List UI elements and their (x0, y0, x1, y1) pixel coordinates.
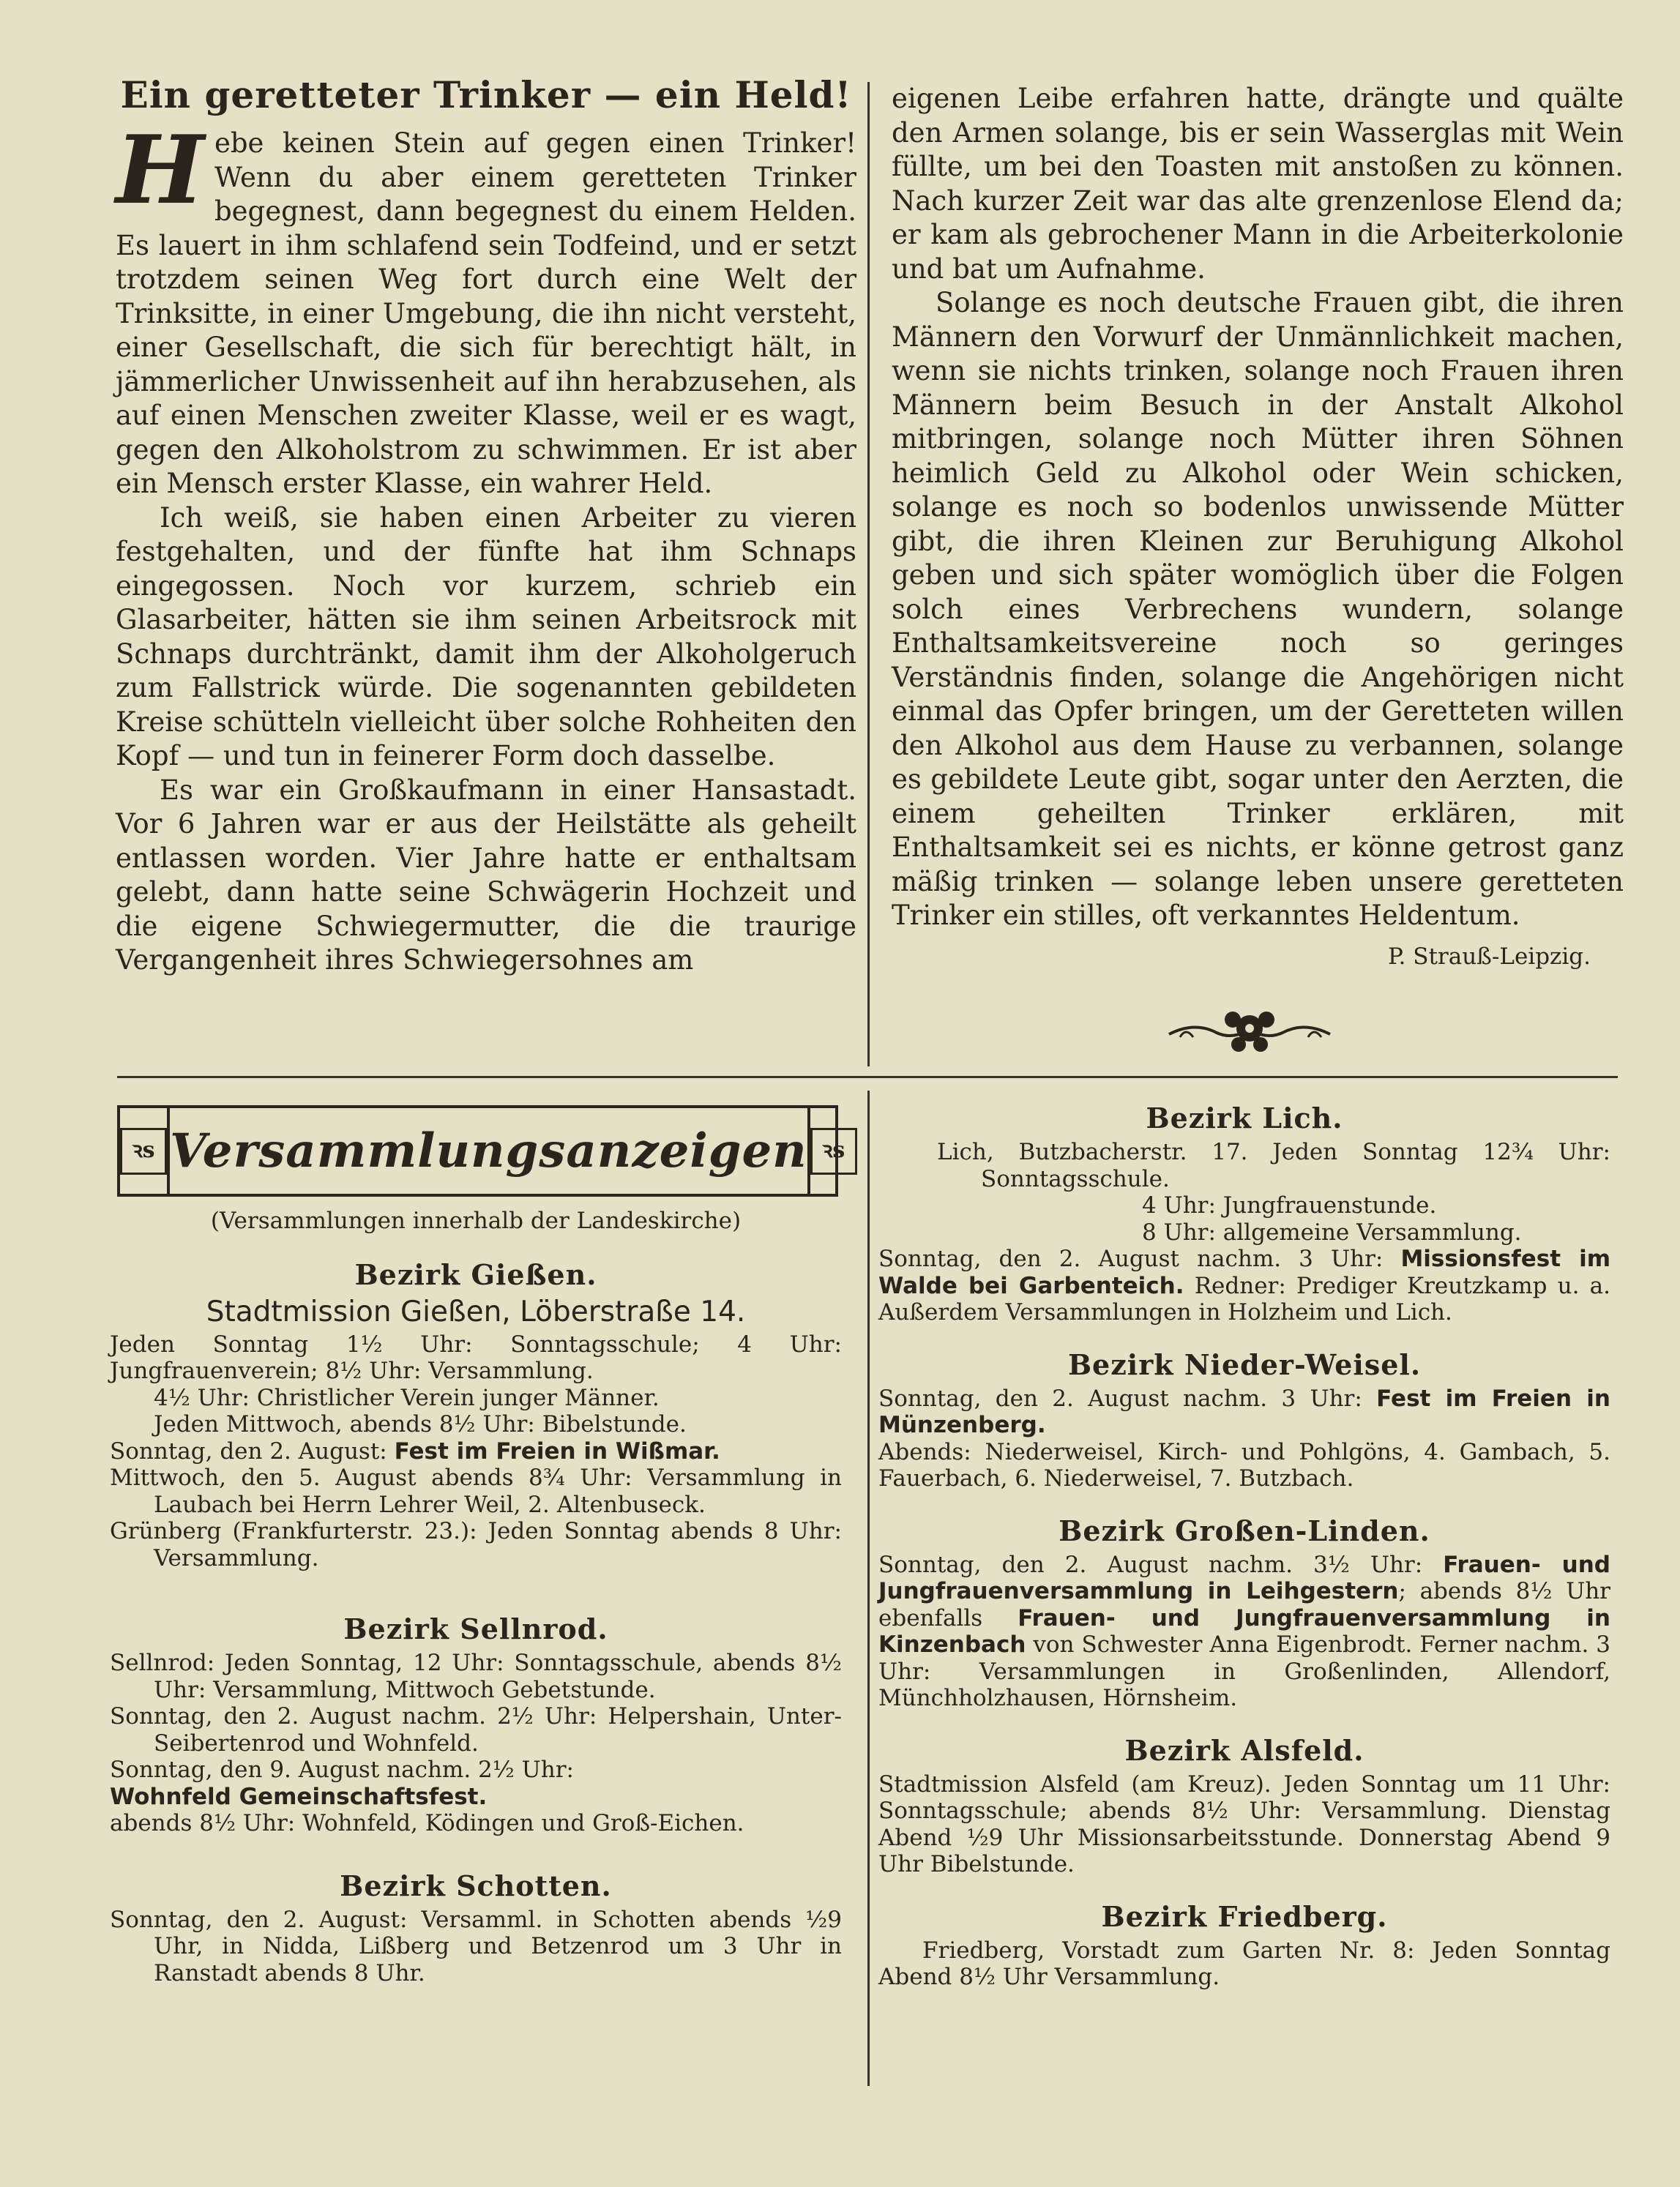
giessen-subheading: Stadtmission Gießen, Löberstraße 14. (206, 1295, 746, 1328)
friedberg-entry-1: Friedberg, Vorstadt zum Garten Nr. 8: Jeden Sonntag Abend 8½ Uhr Versammlung. (878, 1937, 1610, 1990)
district-friedberg-heading: Bezirk Friedberg. (1101, 1899, 1388, 1933)
district-schotten-heading: Bezirk Schotten. (340, 1869, 612, 1902)
giessen-entry-1: Jeden Sonntag 1½ Uhr: Sonntagsschule; 4 Uhr: Jungfrauenverein; 8½ Uhr: Versammlung. (110, 1331, 842, 1384)
nieder-entry-2: Abends: Niederweisel, Kirch- und Pohlgöns, 4. Gambach, 5. Fauerbach, 6. Niederweisel, 7. Butzbach. (878, 1438, 1610, 1492)
giessen-entry-4: Sonntag, den 2. August: Fest im Freien in Wißmar. (110, 1438, 720, 1465)
lich-entry-2: 4 Uhr: Jungfrauenstunde. (1142, 1192, 1437, 1219)
column-divider-bottom (867, 1091, 870, 2086)
sellnrod-entry-4: abends 8½ Uhr: Wohnfeld, Ködingen und Groß-Eichen. (110, 1810, 744, 1836)
announcements-right-column (878, 1094, 1610, 1991)
column-divider-top (867, 82, 870, 1066)
banner-subtitle: (Versammlungen innerhalb der Landeskirche) (210, 1208, 742, 1234)
giessen-entry-3: Jeden Mittwoch, abends 8½ Uhr: Bibelstunde. (154, 1411, 687, 1438)
banner-title: Versammlungsanzeigen (170, 1124, 807, 1178)
alsfeld-entry-1: Stadtmission Alsfeld (am Kreuz). Jeden Sonntag um 11 Uhr: Sonntagsschule; abends 8½ Uhr: Versammlung. Dienstag Abend ½9 Uhr Missionsarbeitsstunde. Donnerstag Abend 9 Uhr Bibelstunde. (878, 1771, 1610, 1877)
article-paragraph-3: Es war ein Großkaufmann in einer Hansastadt. Vor 6 Jahren war er aus der Heilstätte als geheilt entlassen worden. Vier Jahre hatte er enthaltsam gelebt, dann hatte seine Schwägerin Hochzeit und die eigene Schwiegermutter, die die traurige Vergangenheit ihres Schwiegersohnes am (116, 774, 856, 976)
nieder-entry-1: Sonntag, den 2. August nachm. 3 Uhr: Fest im Freien in Münzenberg. (878, 1385, 1610, 1438)
district-giessen-heading: Bezirk Gießen. (354, 1257, 597, 1291)
giessen-entry-2: 4½ Uhr: Christlicher Verein junger Männer. (154, 1384, 660, 1411)
article-paragraph-4: eigenen Leibe erfahren hatte, drängte und quälte den Armen solange, bis er sein Wasserglas mit Wein füllte, um bei den Toasten mit anstoßen zu können. Nach kurzer Zeit war das alte grenzenlose Elend da; er kam als gebrochener Mann in die Arbeiterkolonie und bat um Aufnahme. (892, 83, 1624, 285)
article-signature: P. Strauß-Leipzig. (1387, 943, 1591, 970)
banner-cap-left: ꝛs (120, 1108, 170, 1194)
banner-cap-right: ꝛs (807, 1108, 857, 1194)
giessen-entry-5: Mittwoch, den 5. August abends 8¾ Uhr: Versammlung in Laubach bei Herrn Lehrer Weil, 2. Altenbuseck. (110, 1465, 842, 1518)
sellnrod-entry-3: Sonntag, den 9. August nachm. 2½ Uhr: (110, 1757, 575, 1783)
schotten-entry-1: Sonntag, den 2. August: Versamml. in Schotten abends ½9 Uhr, in Nidda, Lißberg und Betzenrod um 3 Uhr in Ranstadt abends 8 Uhr. (110, 1906, 842, 1986)
sellnrod-entry-2: Sonntag, den 2. August nachm. 2½ Uhr: Helpershain, Unter-Seibertenrod und Wohnfeld. (110, 1703, 842, 1757)
lich-entry-4: Sonntag, den 2. August nachm. 3 Uhr: Missionsfest im Walde bei Garbenteich. Redner: Prediger Kreutzkamp u. a. Außerdem Versammlungen in Holzheim und Lich. (878, 1246, 1610, 1326)
district-lich-heading: Bezirk Lich. (1146, 1102, 1343, 1134)
district-nieder-weisel-heading: Bezirk Nieder-Weisel. (1067, 1347, 1422, 1381)
linden-entry-1: Sonntag, den 2. August nachm. 3½ Uhr: Frauen- und Jungfrauenversammlung in Leihgestern; abends 8½ Uhr ebenfalls Frauen- und Jungfrauenversammlung in Kinzenbach von Schwester Anna Eigenbrodt. Ferner nachm. 3 Uhr: Versammlungen in Großenlinden, Allendorf, Münchholzhausen, Hörnsheim. (878, 1551, 1611, 1711)
article-title: Ein geretteter Trinker — ein Held! (120, 73, 852, 116)
article-paragraph-5: Solange es noch deutsche Frauen gibt, die ihren Männern den Vorwurf der Unmännlichkeit machen, wenn sie nichts trinken, solange noch Frauen ihren Männern beim Besuch in der Anstalt Alkohol mitbringen, solange noch Mütter ihren Söhnen heimlich Geld zu Alkohol oder Wein schicken, solange es noch so bodenlos unwissende Mütter gibt, die ihren Kleinen zur Beruhigung Alkohol geben und sich später womöglich über die Folgen solch eines Verbrechens wundern, solange Enthaltsamkeitsvereine noch so geringes Verständnis finden, solange die Angehörigen nicht einmal das Opfer bringen, um der Geretteten willen den Alkohol aus dem Hause zu verbannen, solange es gebildete Leute gibt, sogar unter den Aerzten, die einem geheilten Trinker erklären, mit Enthaltsamkeit sei es nichts, er könne getrost ganz mäßig trinken — solange leben unsere geretteten Trinker ein stilles, oft verkanntes Heldentum. (892, 287, 1624, 931)
drop-cap: H (116, 116, 204, 225)
lich-entry-3: 8 Uhr: allgemeine Versammlung. (1142, 1219, 1522, 1246)
sellnrod-entry-1: Sellnrod: Jeden Sonntag, 12 Uhr: Sonntagsschule, abends 8½ Uhr: Versammlung, Mittwoch Gebetstunde. (110, 1650, 842, 1703)
floral-ornament-icon (1165, 999, 1334, 1065)
announcements-left-column (110, 1208, 842, 1986)
article-paragraph-2: Ich weiß, sie haben einen Arbeiter zu vieren festgehalten, und der fünfte hat ihm Schnaps eingegossen. Noch vor kurzem, schrieb ein Glasarbeiter, hätten sie ihm seinen Arbeitsrock mit Schnaps durchtränkt, damit ihm der Alkoholgeruch zum Fallstrick würde. Die sogenannten gebildeten Kreise schütteln vielleicht über solche Rohheiten den Kopf — und tun in feinerer Form doch dasselbe. (116, 501, 856, 771)
article-left-column (116, 73, 856, 978)
giessen-entry-6: Grünberg (Frankfurterstr. 23.): Jeden Sonntag abends 8 Uhr: Versammlung. (110, 1518, 842, 1571)
district-grossen-linden-heading: Bezirk Großen-Linden. (1059, 1514, 1430, 1547)
article-right-column (892, 82, 1624, 970)
announcements-banner (117, 1105, 845, 1197)
district-sellnrod-heading: Bezirk Sellnrod. (343, 1612, 608, 1645)
sellnrod-entry-3-bold: Wohnfeld Gemeinschaftsfest. (110, 1783, 488, 1810)
article-paragraph-1: Hebe keinen Stein auf gegen einen Trinker! Wenn du aber einem geretteten Trinker begegnest, dann begegnest du einem Helden. Es lauert in ihm schlafend sein Todfeind, und er setzt trotzdem seinen Weg fort durch eine Welt der Trinksitte, in einer Umgebung, die ihn nicht versteht, einer Gesellschaft, die sich für berechtigt hält, in jämmerlicher Unwissenheit auf ihn herabzusehen, als auf einen Menschen zweiter Klasse, weil er es wagt, gegen den Alkoholstrom zu schwimmen. Er ist aber ein Mensch erster Klasse, ein wahrer Held. (116, 116, 856, 499)
section-divider (117, 1076, 1618, 1078)
district-alsfeld-heading: Bezirk Alsfeld. (1124, 1733, 1364, 1767)
lich-entry-1: Lich, Butzbacherstr. 17. Jeden Sonntag 12¾ Uhr: Sonntagsschule. (937, 1139, 1610, 1192)
